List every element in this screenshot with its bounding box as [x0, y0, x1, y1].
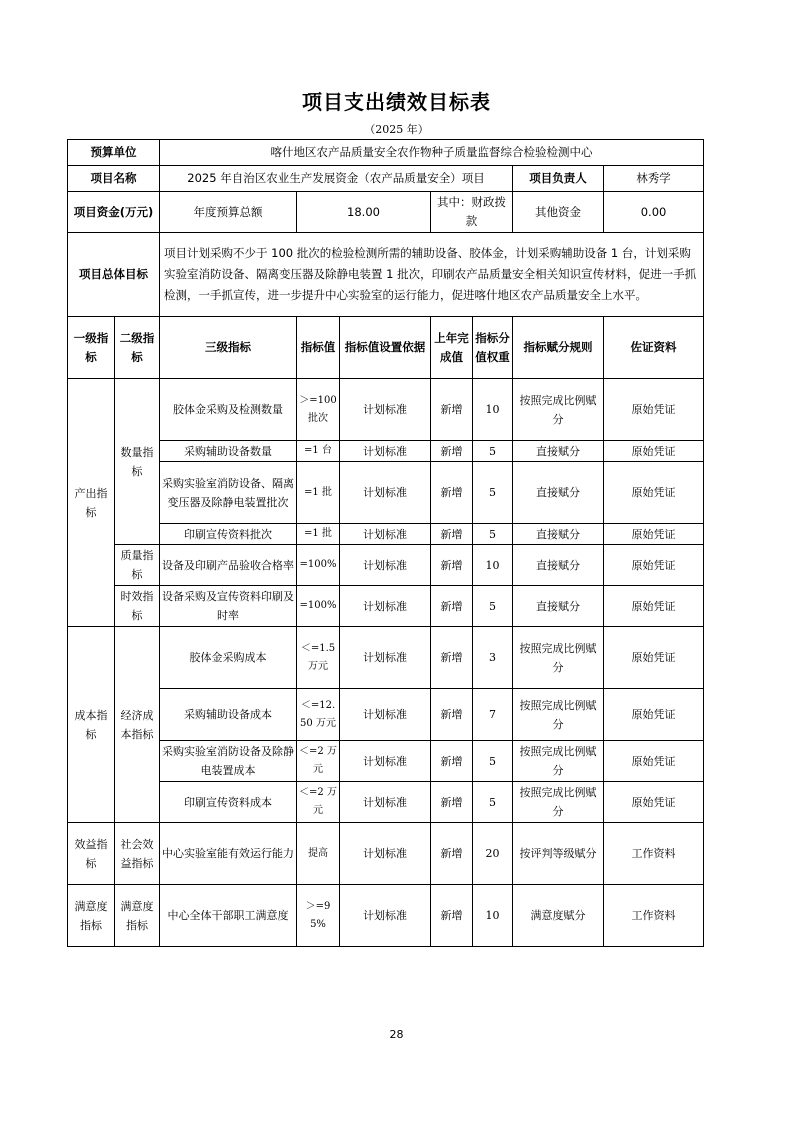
indicator-name: 胶体金采购成本: [160, 627, 297, 689]
group-benefit: 效益指标: [68, 823, 115, 885]
annual-budget-value: 18.00: [297, 192, 431, 233]
indicator-basis: 计划标准: [340, 379, 431, 441]
indicator-name: 采购辅助设备数量: [160, 441, 297, 462]
indicator-last-year: 新增: [431, 545, 473, 586]
indicator-weight: 10: [473, 885, 513, 947]
indicator-weight: 5: [473, 524, 513, 545]
indicator-evidence: 原始凭证: [604, 441, 704, 462]
indicator-weight: 7: [473, 689, 513, 741]
indicator-rule: 按照完成比例赋分: [513, 741, 604, 782]
indicator-name: 中心全体干部职工满意度: [160, 885, 297, 947]
indicator-name: 设备采购及宣传资料印刷及时率: [160, 586, 297, 627]
overall-goal-text: 项目计划采购不少于 100 批次的检验检测所需的辅助设备、胶体金，计划采购辅助设备 1 台，计划采购实验室消防设备、隔离变压器及除静电装置 1 批次，印刷农产品质量安全相关知识宣传材料，促进一手抓检测，一手抓宣传，进一步提升中心实验室的运行能力，促进喀什地区农产品质量安全上水平。: [160, 233, 704, 317]
indicator-evidence: 原始凭证: [604, 586, 704, 627]
indicator-name: 印刷宣传资料成本: [160, 782, 297, 823]
indicator-last-year: 新增: [431, 586, 473, 627]
group-social-benefit: 社会效益指标: [115, 823, 160, 885]
indicator-last-year: 新增: [431, 741, 473, 782]
indicator-rule: 直接赋分: [513, 586, 604, 627]
indicator-weight: 5: [473, 586, 513, 627]
column-header-basis: 指标值设置依据: [340, 317, 431, 379]
group-output: 产出指标: [68, 379, 115, 627]
indicator-value: ＜=2 万元: [297, 741, 340, 782]
indicator-basis: 计划标准: [340, 586, 431, 627]
other-funds-label: 其他资金: [513, 192, 604, 233]
indicator-last-year: 新增: [431, 885, 473, 947]
indicator-value: ＞=100 批次: [297, 379, 340, 441]
group-timeliness: 时效指标: [115, 586, 160, 627]
indicator-evidence: 原始凭证: [604, 545, 704, 586]
indicator-value: 提高: [297, 823, 340, 885]
indicator-evidence: 原始凭证: [604, 689, 704, 741]
overall-goal-label: 项目总体目标: [68, 233, 160, 317]
indicator-value: ＜=2 万元: [297, 782, 340, 823]
indicator-value: =1 批: [297, 462, 340, 524]
budget-unit-value: 喀什地区农产品质量安全农作物种子质量监督综合检验检测中心: [160, 140, 704, 166]
indicator-rule: 直接赋分: [513, 462, 604, 524]
indicator-value: =100%: [297, 586, 340, 627]
column-header-level3: 三级指标: [160, 317, 297, 379]
project-name-value: 2025 年自治区农业生产发展资金（农产品质量安全）项目: [160, 166, 513, 192]
indicator-value: ＞=95%: [297, 885, 340, 947]
indicator-rule: 按评判等级赋分: [513, 823, 604, 885]
indicator-basis: 计划标准: [340, 741, 431, 782]
indicator-rule: 直接赋分: [513, 441, 604, 462]
column-header-evidence: 佐证资料: [604, 317, 704, 379]
indicator-evidence: 原始凭证: [604, 462, 704, 524]
indicator-evidence: 原始凭证: [604, 782, 704, 823]
page-number: 28: [389, 1028, 404, 1041]
other-funds-value: 0.00: [604, 192, 704, 233]
project-name-label: 项目名称: [68, 166, 160, 192]
indicator-basis: 计划标准: [340, 627, 431, 689]
indicator-name: 采购实验室消防设备及除静电装置成本: [160, 741, 297, 782]
indicator-basis: 计划标准: [340, 524, 431, 545]
indicator-last-year: 新增: [431, 782, 473, 823]
project-leader-value: 林秀学: [604, 166, 704, 192]
indicator-basis: 计划标准: [340, 885, 431, 947]
column-header-last-year: 上年完成值: [431, 317, 473, 379]
indicator-weight: 10: [473, 545, 513, 586]
budget-unit-label: 预算单位: [68, 140, 160, 166]
fiscal-funds-label: 其中：财政拨款: [431, 192, 513, 233]
indicator-weight: 5: [473, 782, 513, 823]
indicator-basis: 计划标准: [340, 823, 431, 885]
column-header-weight: 指标分值权重: [473, 317, 513, 379]
indicator-last-year: 新增: [431, 689, 473, 741]
indicator-name: 胶体金采购及检测数量: [160, 379, 297, 441]
year-label: （2025 年）: [364, 123, 429, 136]
group-economic-cost: 经济成本指标: [115, 627, 160, 823]
indicator-rule: 按照完成比例赋分: [513, 379, 604, 441]
indicator-name: 中心实验室能有效运行能力: [160, 823, 297, 885]
indicator-rule: 直接赋分: [513, 545, 604, 586]
indicator-rule: 按照完成比例赋分: [513, 782, 604, 823]
indicator-evidence: 原始凭证: [604, 741, 704, 782]
indicator-name: 采购辅助设备成本: [160, 689, 297, 741]
indicator-rule: 按照完成比例赋分: [513, 627, 604, 689]
indicator-value: =100%: [297, 545, 340, 586]
group-satisfaction-sub: 满意度指标: [115, 885, 160, 947]
indicator-basis: 计划标准: [340, 545, 431, 586]
indicator-last-year: 新增: [431, 627, 473, 689]
indicator-weight: 3: [473, 627, 513, 689]
indicator-evidence: 原始凭证: [604, 379, 704, 441]
indicator-weight: 20: [473, 823, 513, 885]
indicator-basis: 计划标准: [340, 462, 431, 524]
indicator-name: 印刷宣传资料批次: [160, 524, 297, 545]
indicator-basis: 计划标准: [340, 782, 431, 823]
annual-budget-label: 年度预算总额: [160, 192, 297, 233]
indicator-value: =1 台: [297, 441, 340, 462]
indicator-last-year: 新增: [431, 462, 473, 524]
indicator-weight: 5: [473, 741, 513, 782]
indicator-name: 采购实验室消防设备、隔离变压器及除静电装置批次: [160, 462, 297, 524]
column-header-level1: 一级指标: [68, 317, 115, 379]
indicator-value: =1 批: [297, 524, 340, 545]
indicator-value: ＜=1.5 万元: [297, 627, 340, 689]
group-quantity: 数量指标: [115, 379, 160, 545]
column-header-rule: 指标赋分规则: [513, 317, 604, 379]
performance-target-table: [67, 139, 704, 947]
indicator-rule: 按照完成比例赋分: [513, 689, 604, 741]
indicator-weight: 5: [473, 441, 513, 462]
project-funds-label: 项目资金(万元): [68, 192, 160, 233]
indicator-last-year: 新增: [431, 441, 473, 462]
indicator-last-year: 新增: [431, 379, 473, 441]
column-header-level2: 二级指标: [115, 317, 160, 379]
group-cost: 成本指标: [68, 627, 115, 823]
indicator-evidence: 工作资料: [604, 885, 704, 947]
indicator-rule: 满意度赋分: [513, 885, 604, 947]
indicator-rule: 直接赋分: [513, 524, 604, 545]
group-satisfaction: 满意度指标: [68, 885, 115, 947]
indicator-evidence: 原始凭证: [604, 627, 704, 689]
project-leader-label: 项目负责人: [513, 166, 604, 192]
group-quality: 质量指标: [115, 545, 160, 586]
indicator-evidence: 原始凭证: [604, 524, 704, 545]
indicator-last-year: 新增: [431, 823, 473, 885]
column-header-value: 指标值: [297, 317, 340, 379]
indicator-basis: 计划标准: [340, 441, 431, 462]
page-title: 项目支出绩效目标表: [302, 90, 491, 114]
indicator-last-year: 新增: [431, 524, 473, 545]
indicator-name: 设备及印刷产品验收合格率: [160, 545, 297, 586]
indicator-evidence: 工作资料: [604, 823, 704, 885]
indicator-weight: 5: [473, 462, 513, 524]
indicator-value: ＜=12.50 万元: [297, 689, 340, 741]
indicator-basis: 计划标准: [340, 689, 431, 741]
indicator-weight: 10: [473, 379, 513, 441]
